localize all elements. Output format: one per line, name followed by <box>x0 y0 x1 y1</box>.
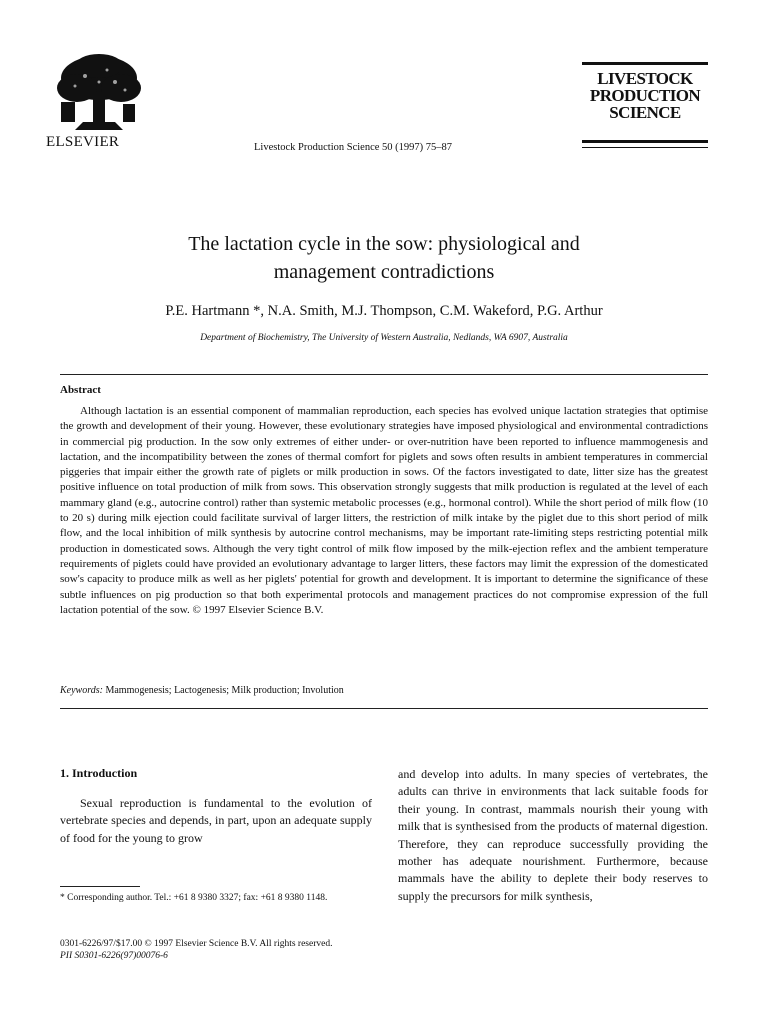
journal-title-block <box>582 70 708 121</box>
journal-title-line: PRODUCTION <box>589 86 701 105</box>
article-title <box>60 230 708 286</box>
publisher-name: ELSEVIER <box>46 134 120 150</box>
corresponding-author-footnote: * Corresponding author. Tel.: +61 8 9380 3327; fax: +61 8 9380 1148. <box>60 893 328 903</box>
keywords-label: Keywords: <box>60 685 103 696</box>
journal-title-line: LIVESTOCK <box>597 69 693 88</box>
journal-citation: Livestock Production Science 50 (1997) 75–87 <box>254 142 453 153</box>
journal-rule-bottom-thin <box>582 147 708 148</box>
section-heading: 1. Introduction <box>60 766 138 780</box>
article-title-line: The lactation cycle in the sow: physiological and <box>188 233 580 255</box>
author-list: P.E. Hartmann *, N.A. Smith, M.J. Thompson, C.M. Wakeford, P.G. Arthur <box>165 303 603 319</box>
keywords-text: Mammogenesis; Lactogenesis; Milk production; Involution <box>105 685 344 696</box>
elsevier-tree-logo-icon <box>55 52 143 134</box>
copyright-line: 0301-6226/97/$17.00 © 1997 Elsevier Science B.V. All rights reserved. <box>60 939 333 949</box>
keywords-line <box>60 685 344 696</box>
article-title-line: management contradictions <box>273 261 495 283</box>
abstract-text: Although lactation is an essential component of mammalian reproduction, each species has evolved unique lactation strategies that optimise the growth and development of their young. However, these evolutionary strategies have imposed physiological and environmental contradictions in commercial pig production. In the sow only extremes of either under- or over-nutrition have been reported to influence mammogenesis and lactation, and the incompatibility between the zones of thermal comfort for piglets and sows often results in ambient temperatures in commercial piggeries that impair either the growth rate of piglets or milk production in sows. Of the factors investigated to date, litter size has the greatest positive influence on total production of milk from sows. This observation strongly suggests that milk production is regulated at the level of each mammary gland (e.g., autocrine control) rather than systemic metabolic processes (e.g., hormonal control). While the short period of milk flow (10 to 20 s) during milk ejection could facilitate survival of larger litters, the restriction of milk intake by the piglet due to this short period of milk flow, and the local inhibition of milk synthesis by autocrine control mechanisms, may be important rate-limiting steps restricting potential milk production in domesticated sows. Although the very tight control of milk flow imposed by the milk-ejection reflex and the ambient temperature requirements of piglets could have provided an evolutionary advantage to larger litters, these factors may limit the expression of the domesticated sow's capacity to produce milk as well as her piglets' potential for growth and development. It is important to determine the significance of these subtle influences on pig production so that both experimental protocols and management practices do not compromise expression of the full lactation potential of the sow. © 1997 Elsevier Science B.V. <box>60 405 708 616</box>
body-paragraph: Sexual reproduction is fundamental to the evolution of vertebrate species and depends, in part, upon an adequate supply of food for the young to grow <box>60 796 372 845</box>
right-column <box>398 766 708 905</box>
abstract-top-rule <box>60 374 708 375</box>
abstract-bottom-rule <box>60 708 708 709</box>
pii-line: PII S0301-6226(97)00076-6 <box>60 951 168 961</box>
journal-title-line: SCIENCE <box>609 103 681 122</box>
body-paragraph: and develop into adults. In many species of vertebrates, the adults can thrive in environments that lack suitable foods for their young. In contrast, mammals nourish their young with milk that is synthesised from the products of maternal digestion. Therefore, they can reproduce successfully providing the mother has adequate nourishment. Furthermore, because mammals have the ability to deplete their body reserves to supply the precursors for milk synthesis, <box>398 767 708 903</box>
left-column <box>60 766 372 847</box>
journal-rule-top <box>582 62 708 65</box>
abstract-heading: Abstract <box>60 384 101 396</box>
author-affiliation: Department of Biochemistry, The University of Western Australia, Nedlands, WA 6907, Australia <box>200 333 568 343</box>
footnote-rule <box>60 886 140 887</box>
journal-rule-bottom <box>582 140 708 143</box>
